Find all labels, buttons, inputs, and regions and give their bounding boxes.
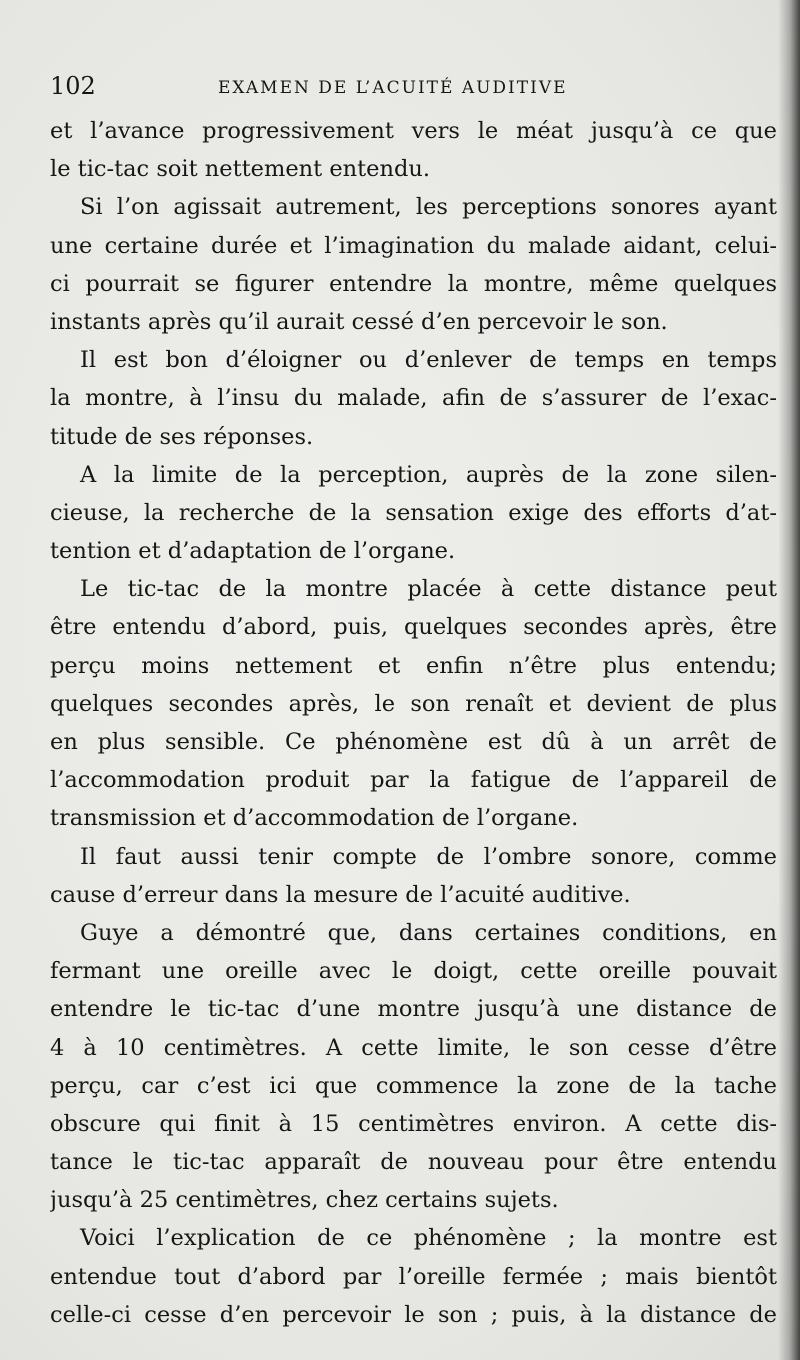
text-line: ci pourrait se figurer entendre la montre, même quelques [50, 270, 777, 297]
text-line: obscure qui finit à 15 centimètres environ. A cette dis- [50, 1110, 777, 1137]
text-line: l’accommodation produit par la fatigue de l’appareil de [50, 767, 777, 794]
running-title: EXAMEN DE L’ACUITÉ AUDITIVE [218, 78, 568, 98]
text-line: jusqu’à 25 centimètres, chez certains sujets. [50, 1187, 559, 1214]
page-edge-shadow [778, 0, 800, 1360]
text-line: entendue tout d’abord par l’oreille fermée ; mais bientôt [50, 1263, 777, 1290]
text-line: entendre le tic-tac d’une montre jusqu’à une distance de [50, 996, 777, 1023]
text-line: tance le tic-tac apparaît de nouveau pour être entendu [50, 1149, 777, 1176]
text-line: le tic-tac soit nettement entendu. [50, 156, 431, 183]
text-line: Il faut aussi tenir compte de l’ombre sonore, comme [80, 843, 777, 870]
text-line: une certaine durée et l’imagination du malade aidant, celui- [50, 232, 777, 259]
text-line: 4 à 10 centimètres. A cette limite, le son cesse d’être [50, 1034, 777, 1061]
text-line: transmission et d’accommodation de l’organe. [50, 805, 579, 832]
body-text [50, 112, 777, 1334]
text-line: être entendu d’abord, puis, quelques secondes après, être [50, 614, 777, 641]
text-line: cieuse, la recherche de la sensation exige des efforts d’at- [50, 499, 777, 526]
text-line: Le tic-tac de la montre placée à cette distance peut [80, 576, 777, 603]
page-number: 102 [50, 72, 96, 100]
text-line: perçu, car c’est ici que commence la zone de la tache [50, 1072, 777, 1099]
text-line: perçu moins nettement et enfin n’être plus entendu; [50, 652, 777, 679]
text-line: instants après qu’il aurait cessé d’en percevoir le son. [50, 308, 668, 335]
text-line: cause d’erreur dans la mesure de l’acuité auditive. [50, 881, 631, 908]
text-line: quelques secondes après, le son renaît et devient de plus [50, 690, 777, 717]
text-line: Il est bon d’éloigner ou d’enlever de temps en temps [80, 347, 777, 374]
text-line: Voici l’explication de ce phénomène ; la montre est [80, 1225, 777, 1252]
text-line: titude de ses réponses. [50, 423, 314, 450]
text-line: celle-ci cesse d’en percevoir le son ; puis, à la distance de [50, 1301, 777, 1328]
text-line: A la limite de la perception, auprès de la zone silen- [80, 461, 777, 488]
text-line: Guye a démontré que, dans certaines conditions, en [80, 919, 777, 946]
text-line: tention et d’adaptation de l’organe. [50, 538, 456, 565]
text-line: et l’avance progressivement vers le méat jusqu’à ce que [50, 118, 777, 144]
text-line: en plus sensible. Ce phénomène est dû à un arrêt de [50, 729, 777, 755]
page-header [50, 68, 780, 104]
text-line: la montre, à l’insu du malade, afin de s’assurer de l’exac- [50, 385, 777, 412]
text-line: Si l’on agissait autrement, les perceptions sonores ayant [80, 194, 777, 221]
text-line: fermant une oreille avec le doigt, cette oreille pouvait [50, 958, 777, 985]
